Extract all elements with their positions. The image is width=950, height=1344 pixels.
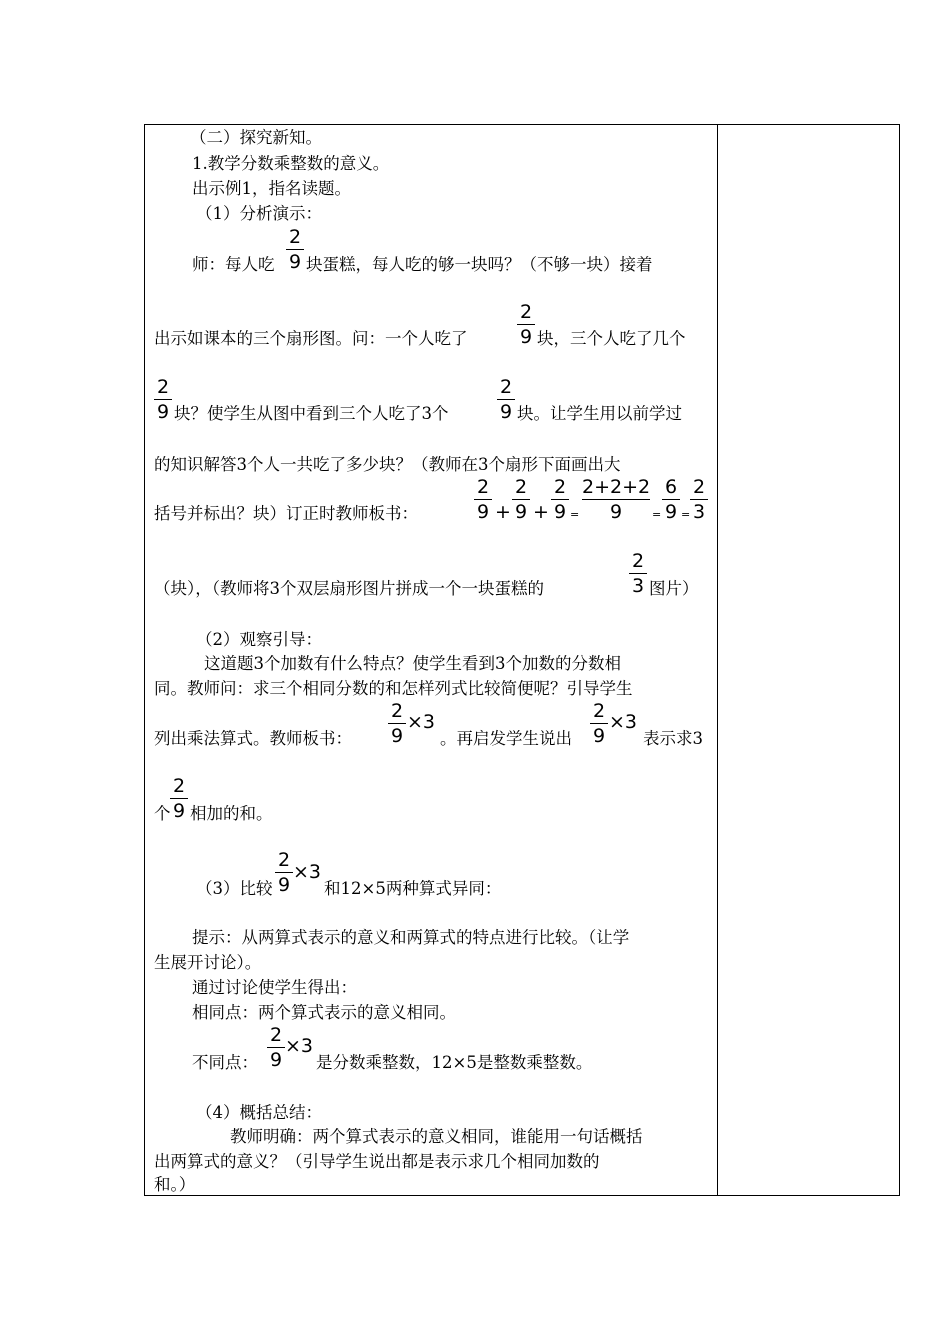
text-line: 通过讨论使学生得出： [192,978,357,997]
numerator: 6 [664,476,678,498]
denominator: 9 [592,725,606,747]
denominator: 9 [514,501,528,523]
fraction [286,226,304,273]
text-line: 块蛋糕，每人吃的够一块吗？（不够一块）接着 [306,255,653,274]
denominator: 3 [631,575,645,597]
denominator: 9 [156,401,170,423]
numerator: 2 [692,476,706,498]
text-line: 是分数乘整数，12×5是整数乘整数。 [316,1053,593,1072]
text-line: 的知识解答3个人一共吃了多少块？（教师在3个扇形下面画出大 [154,455,621,474]
numerator: 2 [631,550,645,572]
fraction [690,476,708,523]
fraction-bar [551,499,569,500]
times-three: ×3 [407,711,436,733]
fraction [582,476,650,523]
denominator: 9 [390,725,404,747]
text-line: 。再启发学生说出 [440,729,572,748]
text-line: 生展开讨论）。 [154,953,262,972]
denominator: 3 [692,501,706,523]
fraction-bar [582,499,650,500]
plus-sign: + [533,501,549,523]
text-line: 个 [154,804,171,823]
numerator: 2 [553,476,567,498]
text-line: 出示例1，指名读题。 [192,179,351,198]
step-heading: （4）概括总结： [196,1103,322,1122]
numerator: 2 [277,849,291,871]
numerator: 2 [269,1024,283,1046]
fraction [474,476,492,523]
denominator: 9 [609,501,623,523]
numerator: 2 [499,376,513,398]
fraction [551,476,569,523]
text-line: 不同点： [192,1053,258,1072]
text-line: 图片） [649,579,699,598]
denominator: 9 [664,501,678,523]
step-heading: （3）比较 [196,879,273,898]
fraction [388,700,406,747]
denominator: 9 [277,874,291,896]
fraction [517,301,535,348]
fraction-bar [286,249,304,250]
text-line: 和。） [154,1175,196,1194]
fraction [512,476,530,523]
fraction-bar [512,499,530,500]
fraction-bar [662,499,680,500]
plus-sign: + [495,501,511,523]
times-three: ×3 [285,1035,314,1057]
equals-sign: = [570,508,580,521]
section-heading: （二）探究新知。 [190,128,322,147]
text-line: 块，三个人吃了几个 [537,329,686,348]
text-line: 教师明确：两个算式表示的意义相同，谁能用一句话概括 [230,1127,643,1146]
fraction-bar [497,399,515,400]
step-heading: （2）观察引导： [196,630,322,649]
equals-sign: = [652,508,662,521]
text-line: 出示如课本的三个扇形图。问：一个人吃了 [154,329,468,348]
text-line: 块？使学生从图中看到三个人吃了3个 [174,404,449,423]
fraction [170,775,188,822]
text-line: 同。教师问：求三个相同分数的和怎样列式比较简便呢？引导学生 [154,679,633,698]
fraction-bar [690,499,708,500]
text-line: 括号并标出？块）订正时教师板书： [154,504,418,523]
numerator: 2 [476,476,490,498]
fraction-bar [474,499,492,500]
denominator: 9 [519,326,533,348]
numerator: 2 [156,376,170,398]
fraction-bar [267,1047,285,1048]
denominator: 9 [476,501,490,523]
equals-sign: = [681,508,691,521]
fraction-bar [154,399,172,400]
notes-column [718,125,899,1195]
subsection-title: 1.教学分数乘整数的意义。 [192,154,390,173]
numerator: 2 [288,226,302,248]
times-three: ×3 [609,711,638,733]
fraction [154,376,172,423]
denominator: 9 [499,401,513,423]
fraction-bar [275,872,293,873]
text-line: 相加的和。 [190,804,273,823]
fraction [267,1024,285,1071]
text-line: 出两算式的意义？（引导学生说出都是表示求几个相同加数的 [154,1152,600,1171]
fraction-bar [517,324,535,325]
step-heading: （1）分析演示： [196,204,322,223]
numerator: 2 [592,700,606,722]
text-line: 师：每人吃 [192,255,275,274]
text-line: 这道题3个加数有什么特点？使学生看到3个加数的分数相 [204,654,621,673]
text-line: 表示求3 [643,729,703,748]
text-line: 列出乘法算式。教师板书： [154,729,352,748]
text-line: 和12×5两种算式异同： [324,879,502,898]
text-line: 相同点：两个算式表示的意义相同。 [192,1003,456,1022]
numerator: 2 [519,301,533,323]
text-line: 提示：从两算式表示的意义和两算式的特点进行比较。（让学 [192,928,630,947]
fraction [275,849,293,896]
denominator: 9 [553,501,567,523]
denominator: 9 [172,800,186,822]
numerator: 2 [390,700,404,722]
times-three: ×3 [293,861,322,883]
fraction [497,376,515,423]
denominator: 9 [269,1049,283,1071]
fraction-bar [629,573,647,574]
numerator: 2+2+2 [582,476,651,498]
fraction [629,550,647,597]
numerator: 2 [514,476,528,498]
fraction-bar [388,723,406,724]
text-line: 块。让学生用以前学过 [517,404,682,423]
fraction [662,476,680,523]
fraction-bar [590,723,608,724]
text-line: （块），（教师将3个双层扇形图片拼成一个一块蛋糕的 [154,579,544,598]
fraction [590,700,608,747]
numerator: 2 [172,775,186,797]
denominator: 9 [288,251,302,273]
fraction-bar [170,798,188,799]
